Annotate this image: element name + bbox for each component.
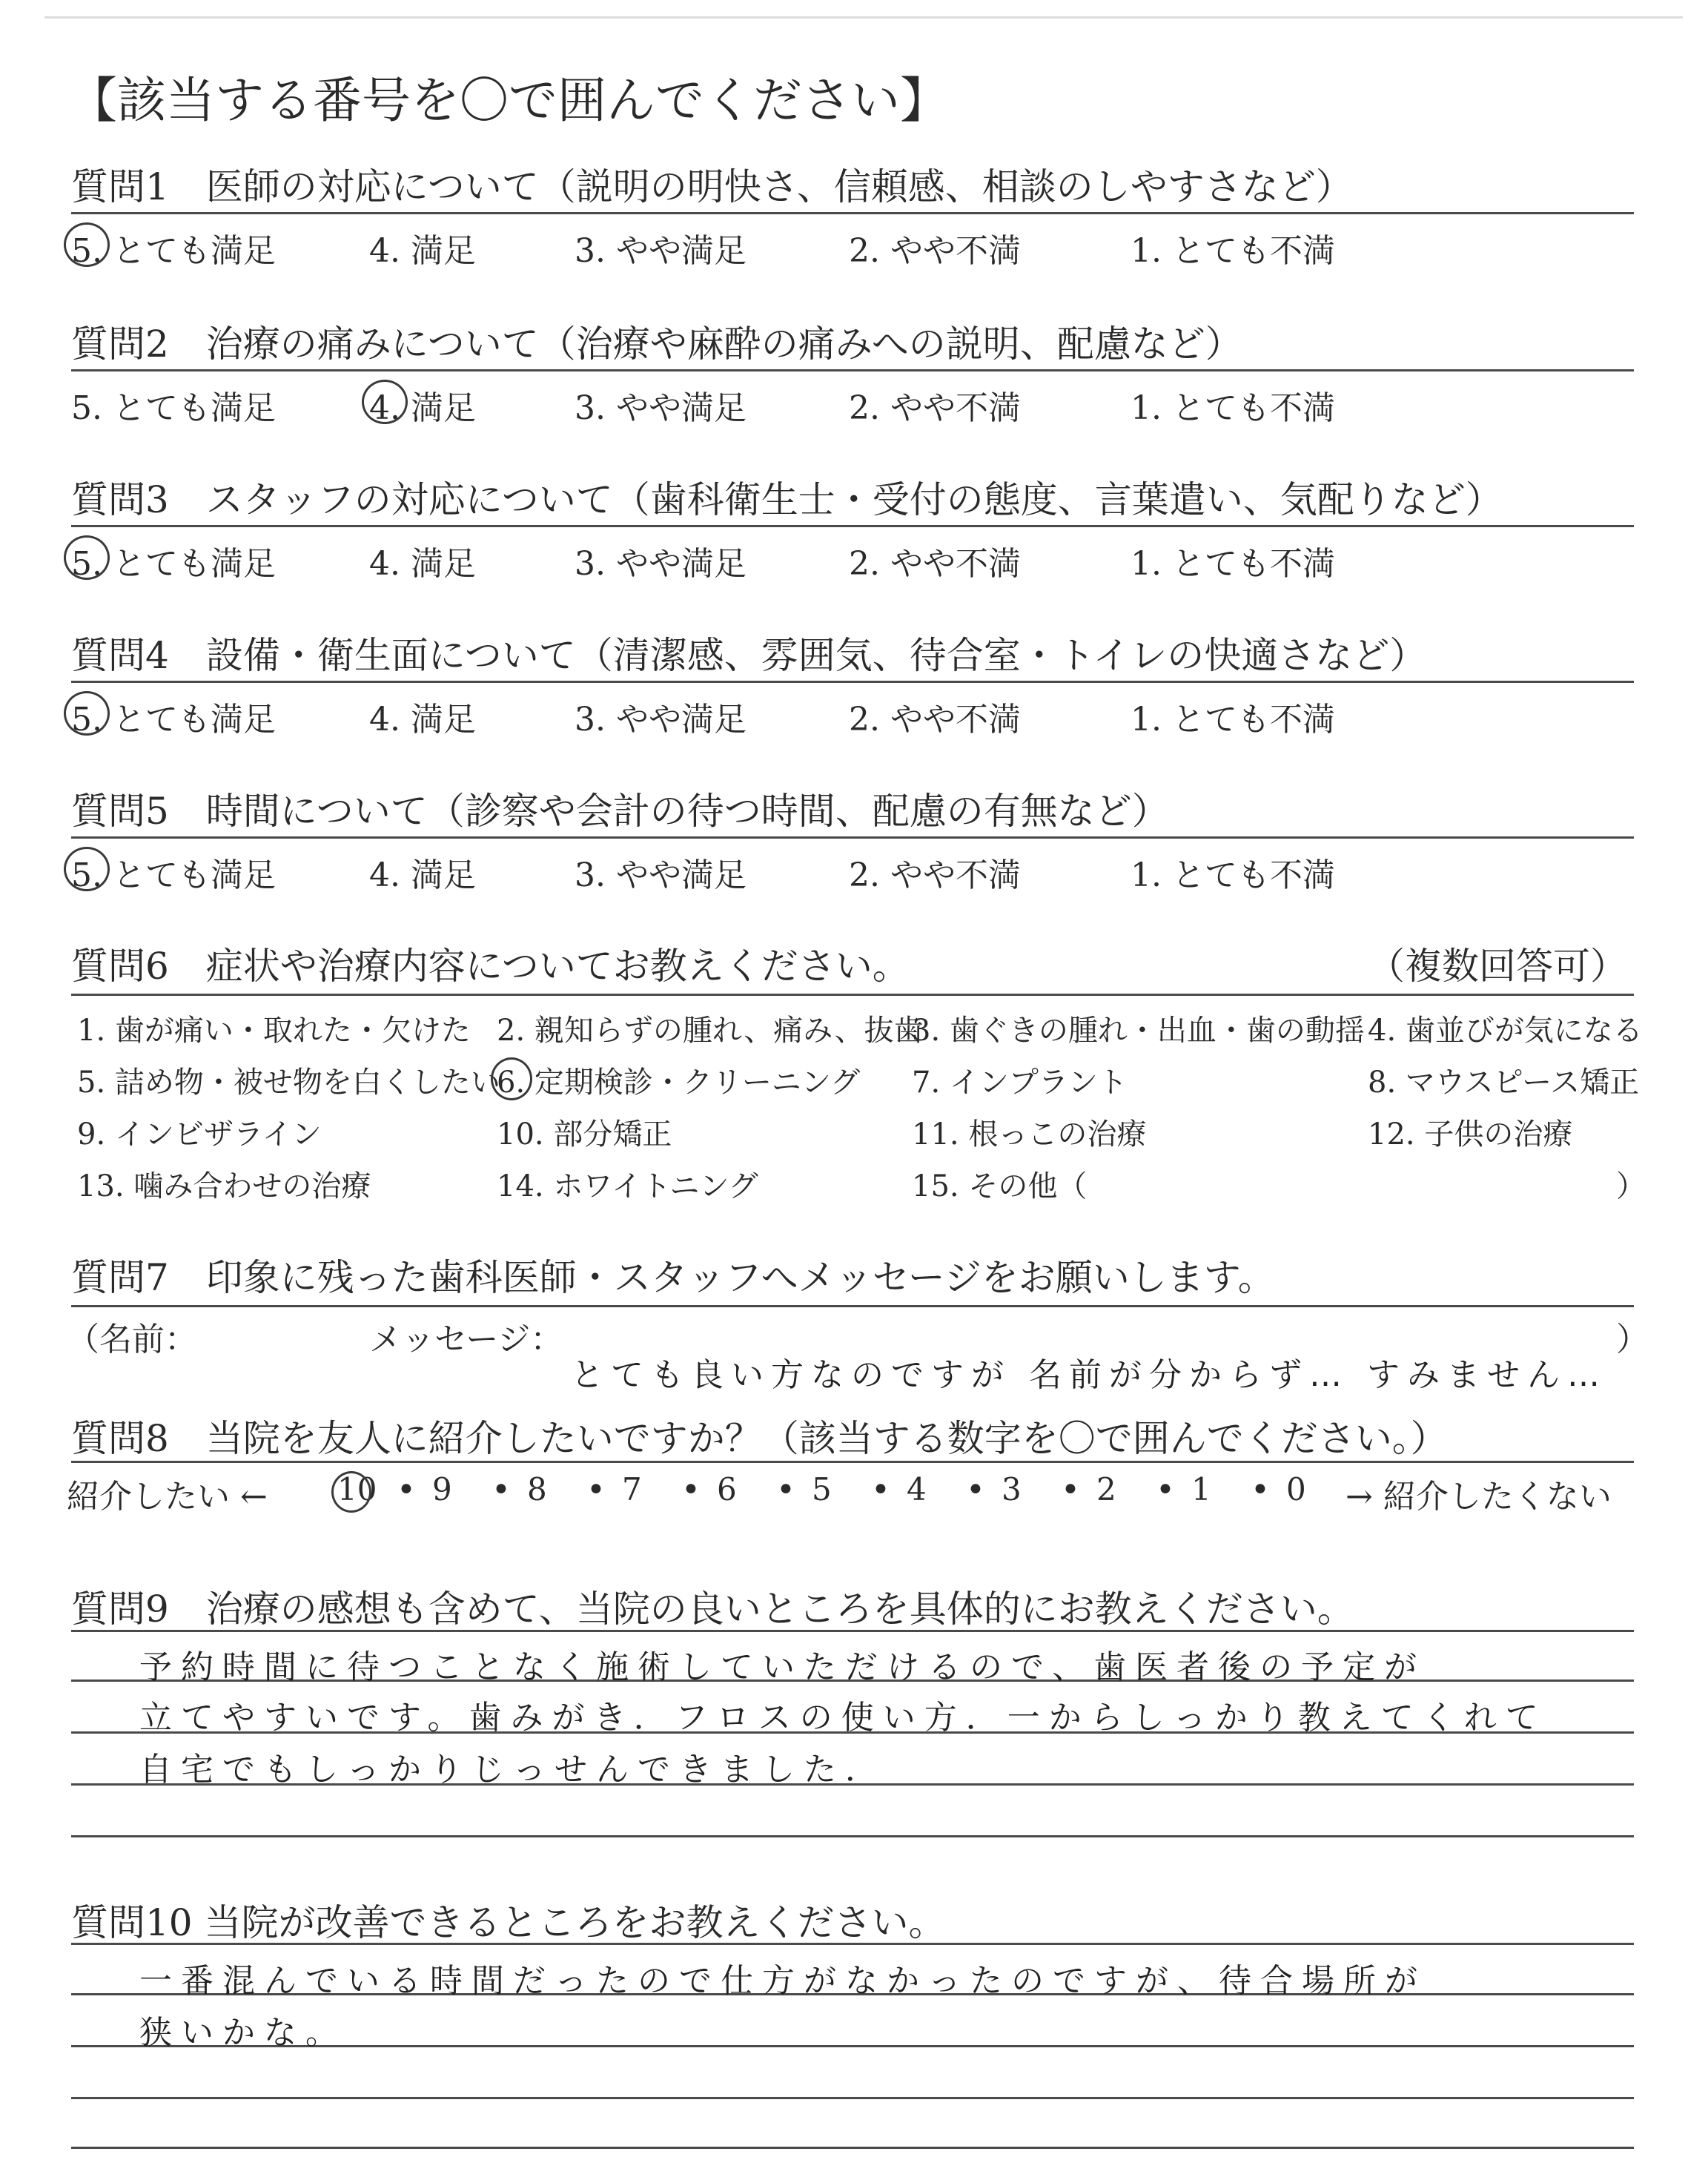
q2-option: 5. とても満足: [71, 389, 276, 427]
q2-option: 1. とても不満: [1131, 389, 1335, 427]
q5-option: 2. やや不満: [849, 856, 1021, 894]
q1-rule: [71, 212, 1634, 214]
q8-scale-dot: •: [1156, 1471, 1175, 1509]
q4-rule: [71, 681, 1634, 683]
q8-scale-number: 0: [1286, 1471, 1306, 1507]
q10-title: 質問10 当院が改善できるところをお教えください。: [71, 1901, 946, 1944]
q5-title: 質問5 時間について（診察や会計の待つ時間、配慮の有無など）: [71, 790, 1169, 833]
q5-option: 3. やや満足: [575, 856, 747, 894]
q1-title: 質問1 医師の対応について（説明の明快さ、信頼感、相談のしやすさなど）: [71, 165, 1353, 208]
q7-handwritten-message: とても良い方なのですが 名前が分からず… すみません…: [571, 1356, 1607, 1394]
q8-scale-dot: •: [1061, 1471, 1080, 1509]
q6-title: 質問6 症状や治療内容についてお教えください。: [71, 945, 910, 988]
q3-option: 2. やや不満: [849, 545, 1021, 583]
q6-option: 3. 歯ぐきの腫れ・出血・歯の動揺: [912, 1014, 1365, 1048]
q4-selected-circle: [64, 691, 110, 736]
q3-option: 4. 満足: [369, 545, 476, 583]
q8-scale-number: 5: [812, 1471, 832, 1507]
q8-right-label: → 紹介したくない: [1345, 1478, 1612, 1516]
q6-option: ）: [1616, 1169, 1646, 1203]
q4-option: 4. 満足: [369, 701, 476, 739]
q9-answer-rule: [71, 1835, 1634, 1837]
q1-option: 4. 満足: [369, 232, 476, 270]
q4-option: 3. やや満足: [575, 701, 747, 739]
q6-option: 6. 定期検診・クリーニング: [497, 1066, 861, 1100]
page-top-edge: [44, 16, 1683, 19]
q8-scale-number: 10: [337, 1471, 377, 1507]
instruction-header: 【該当する番号を〇で囲んでください】: [68, 72, 949, 129]
q4-option: 5. とても満足: [71, 701, 276, 739]
q3-option: 3. やや満足: [575, 545, 747, 583]
q6-selected-circle: [491, 1057, 532, 1100]
q6-option: 12. 子供の治療: [1368, 1117, 1573, 1152]
q8-scale-dot: •: [776, 1471, 795, 1509]
q6-option: 4. 歯並びが気になる: [1368, 1014, 1643, 1048]
q8-rule: [71, 1461, 1634, 1463]
q2-option: 3. やや満足: [575, 389, 747, 427]
q1-option: 3. やや満足: [575, 232, 747, 270]
q6-option: 15. その他（: [912, 1169, 1088, 1203]
q5-option: 4. 満足: [369, 856, 476, 894]
q6-option: 14. ホワイトニング: [497, 1169, 758, 1203]
q9-title: 質問9 治療の感想も含めて、当院の良いところを具体的にお教えください。: [71, 1588, 1354, 1631]
q2-selected-circle: [362, 380, 408, 424]
q8-scale-dot: •: [681, 1471, 701, 1509]
q8-scale-dot: •: [586, 1471, 606, 1509]
q6-option: 8. マウスピース矯正: [1368, 1066, 1640, 1100]
q6-option: 5. 詰め物・被せ物を白くしたい: [77, 1066, 500, 1100]
q8-left-label: 紹介したい ←: [67, 1478, 268, 1516]
q8-scale-number: 9: [432, 1471, 452, 1507]
q1-option: 5. とても満足: [71, 232, 276, 270]
q10-answer-rule: [71, 1943, 1634, 1945]
q8-scale-dot: •: [871, 1471, 890, 1509]
q1-option: 1. とても不満: [1131, 232, 1335, 270]
q8-title: 質問8 当院を友人に紹介したいですか？（該当する数字を〇で囲んでください。）: [71, 1417, 1448, 1460]
q10-answer-rule: [71, 2147, 1634, 2149]
q9-handwritten-answer-line: 自宅でもしっかりじっせんできました．: [139, 1751, 887, 1789]
q6-multiple-answers-note: （複数回答可）: [1368, 945, 1627, 988]
q3-option: 5. とても満足: [71, 545, 276, 583]
q6-option: 1. 歯が痛い・取れた・欠けた: [77, 1014, 471, 1048]
q8-selected-circle: [331, 1471, 371, 1513]
q6-option: 13. 噛み合わせの治療: [77, 1169, 371, 1203]
q5-option: 1. とても不満: [1131, 856, 1335, 894]
q2-option: 2. やや不満: [849, 389, 1021, 427]
q4-option: 2. やや不満: [849, 701, 1021, 739]
q10-handwritten-answer-line: 一番混んでいる時間だったので仕方がなかったのですが、待合場所が: [139, 1962, 1426, 2000]
q3-option: 1. とても不満: [1131, 545, 1335, 583]
q1-selected-circle: [64, 222, 110, 267]
q8-scale-dot: •: [1251, 1471, 1270, 1509]
q8-scale-number: 2: [1096, 1471, 1116, 1507]
q6-option: 10. 部分矯正: [497, 1117, 672, 1152]
q1-option: 2. やや不満: [849, 232, 1021, 270]
q7-message-label: メッセージ：: [369, 1321, 563, 1358]
q8-scale-number: 7: [622, 1471, 642, 1507]
q3-rule: [71, 525, 1634, 527]
q4-option: 1. とても不満: [1131, 701, 1335, 739]
q3-selected-circle: [64, 535, 110, 580]
q8-scale-dot: •: [966, 1471, 985, 1509]
q10-handwritten-answer-line: 狭いかな。: [139, 2014, 347, 2052]
q5-selected-circle: [64, 847, 110, 891]
q7-rule: [71, 1305, 1634, 1307]
q7-name-label: （名前：: [67, 1321, 197, 1358]
q2-rule: [71, 369, 1634, 371]
q6-option: 9. インビザライン: [77, 1117, 322, 1152]
q8-scale-number: 4: [907, 1471, 927, 1507]
q4-title: 質問4 設備・衛生面について（清潔感、雰囲気、待合室・トイレの快適さなど）: [71, 634, 1427, 677]
q9-handwritten-answer-line: 予約時間に待つことなく施術していただけるので、歯医者後の予定が: [139, 1648, 1426, 1686]
q9-handwritten-answer-line: 立てやすいです。歯みがき．フロスの使い方．一からしっかり教えてくれて: [139, 1699, 1547, 1737]
q5-rule: [71, 836, 1634, 839]
q6-option: 7. インプラント: [912, 1066, 1128, 1100]
q8-scale-number: 1: [1191, 1471, 1211, 1507]
q9-answer-rule: [71, 1630, 1634, 1632]
q8-scale-number: 3: [1002, 1471, 1022, 1507]
q8-scale-number: 6: [717, 1471, 737, 1507]
q8-scale-number: 8: [527, 1471, 547, 1507]
q6-option: 11. 根っこの治療: [912, 1117, 1147, 1152]
q6-option: 2. 親知らずの腫れ、痛み、抜歯: [497, 1014, 924, 1048]
q5-option: 5. とても満足: [71, 856, 276, 894]
q6-rule: [71, 994, 1634, 996]
q7-title: 質問7 印象に残った歯科医師・スタッフへメッセージをお願いします。: [71, 1256, 1275, 1299]
q7-close-paren: ）: [1616, 1321, 1649, 1358]
q8-scale-dot: •: [491, 1471, 511, 1509]
q10-answer-rule: [71, 2097, 1634, 2099]
q8-scale-dot: •: [397, 1471, 416, 1509]
q2-title: 質問2 治療の痛みについて（治療や麻酔の痛みへの説明、配慮など）: [71, 323, 1242, 366]
q3-title: 質問3 スタッフの対応について（歯科衛生士・受付の態度、言葉遣い、気配りなど）: [71, 478, 1503, 521]
q2-option: 4. 満足: [369, 389, 476, 427]
